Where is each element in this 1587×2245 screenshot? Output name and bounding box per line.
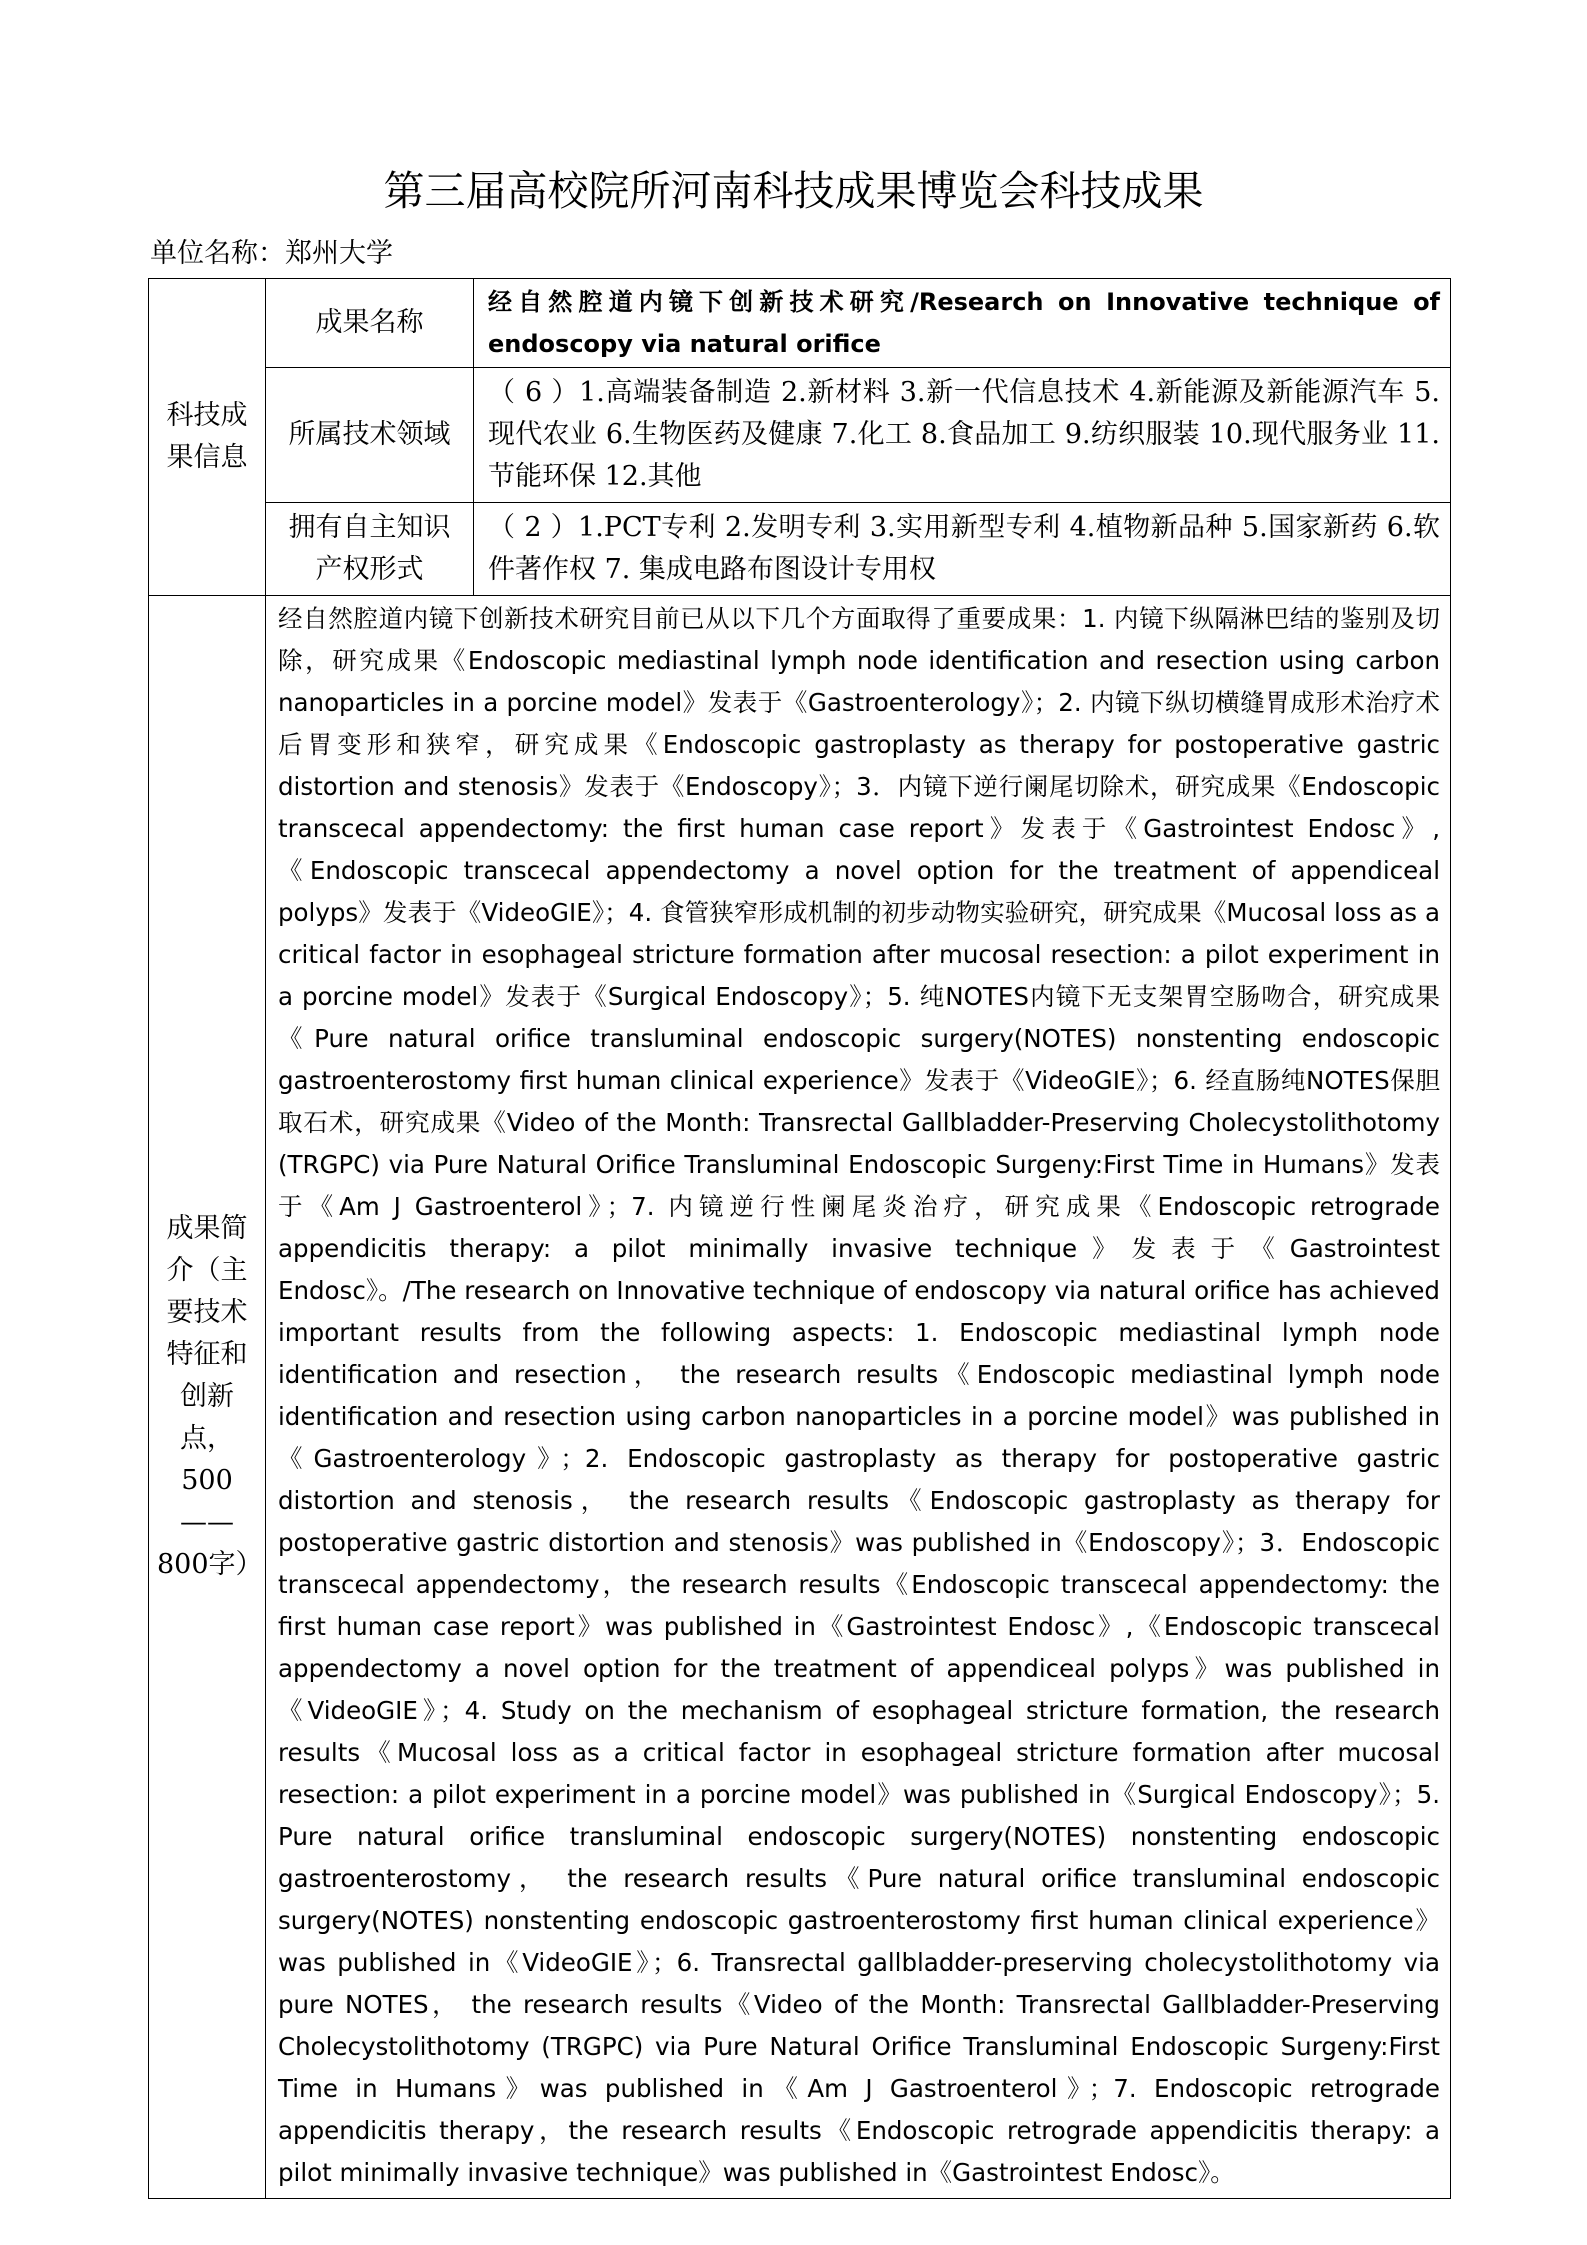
tech-field-value: （ 6 ）1.高端装备制造 2.新材料 3.新一代信息技术 4.新能源及新能源汽车 5.现代农业 6.生物医药及健康 7.化工 8.食品加工 9.纺织服装 10.现代服务业 11.节能环保 12.其他 xyxy=(488,377,1440,492)
achievement-form-table xyxy=(148,278,1451,2199)
abstract-cell xyxy=(266,596,1451,2199)
abstract-label-text: 成果简介（主要技术特征和创新点，500——800字） xyxy=(157,1213,263,1580)
ip-form-label-text: 拥有自主知识产权形式 xyxy=(288,512,451,585)
abstract-text: 经自然腔道内镜下创新技术研究目前已从以下几个方面取得了重要成果：1. 内镜下纵隔淋巴结的鉴别及切除，研究成果《Endoscopic mediastinal lymph node identification and resection using carbon nanoparticles in a porcine model》发表于《Gastroenterology》；2. 内镜下纵切横缝胃成形术治疗术后胃变形和狭窄，研究成果《Endoscopic gastroplasty as therapy for postoperative gastric distortion and stenosis》发表于《Endoscopy》；3．内镜下逆行阑尾切除术，研究成果《Endoscopic transcecal appendectomy: the first human case report》发表于《Gastrointest Endosc》,《Endoscopic transcecal appendectomy a novel option for the treatment of appendiceal polyps》发表于《VideoGIE》；4. 食管狭窄形成机制的初步动物实验研究，研究成果《Mucosal loss as a critical factor in esophageal stricture formation after mucosal resection: a pilot experiment in a porcine model》发表于《Surgical Endoscopy》；5. 纯NOTES内镜下无支架胃空肠吻合，研究成果《Pure natural orifice transluminal endoscopic surgery(NOTES) nonstenting endoscopic gastroenterostomy first human clinical experience》发表于《VideoGIE》；6. 经直肠纯NOTES保胆取石术，研究成果《Video of the Month: Transrectal Gallbladder-Preserving Cholecystolithotomy (TRGPC) via Pure Natural Orifice Transluminal Endoscopic Surgeny:First Time in Humans》发表于《Am J Gastroenterol》；7. 内镜逆行性阑尾炎治疗，研究成果《Endoscopic retrograde appendicitis therapy: a pilot minimally invasive technique》发表于《Gastrointest Endosc》。/The research on Innovative technique of endoscopy via natural orifice has achieved important results from the following aspects: 1. Endoscopic mediastinal lymph node identification and resection， the research results《Endoscopic mediastinal lymph node identification and resection using carbon nanoparticles in a porcine model》was published in《Gastroenterology》；2. Endoscopic gastroplasty as therapy for postoperative gastric distortion and stenosis， the research results《Endoscopic gastroplasty as therapy for postoperative gastric distortion and stenosis》was published in《Endoscopy》；3．Endoscopic transcecal appendectomy，the research results《Endoscopic transcecal appendectomy: the first human case report》was published in《Gastrointest Endosc》,《Endoscopic transcecal appendectomy a novel option for the treatment of appendiceal polyps》was published in《VideoGIE》；4. Study on the mechanism of esophageal stricture formation, the research results《Mucosal loss as a critical factor in esophageal stricture formation after mucosal resection: a pilot experiment in a porcine model》was published in《Surgical Endoscopy》；5. Pure natural orifice transluminal endoscopic surgery(NOTES) nonstenting endoscopic gastroenterostomy， the research results《Pure natural orifice transluminal endoscopic surgery(NOTES) nonstenting endoscopic gastroenterostomy first human clinical experience》was published in《VideoGIE》；6. Transrectal gallbladder-preserving cholecystolithotomy via pure NOTES， the research results《Video of the Month: Transrectal Gallbladder-Preserving Cholecystolithotomy (TRGPC) via Pure Natural Orifice Transluminal Endoscopic Surgeny:First Time in Humans》was published in《Am J Gastroenterol》；7. Endoscopic retrograde appendicitis therapy，the research results《Endoscopic retrograde appendicitis therapy: a pilot minimally invasive technique》was published in《Gastrointest Endosc》。 xyxy=(278,604,1440,2187)
achievement-name-label-text: 成果名称 xyxy=(315,307,424,338)
achievement-name-value: 经自然腔道内镜下创新技术研究/Research on Innovative technique of endoscopy via natural orifice xyxy=(488,288,1440,358)
tech-field-cell xyxy=(474,368,1451,503)
ip-form-cell xyxy=(474,503,1451,596)
achievement-name-label xyxy=(266,279,474,368)
unit-name-line: 单位名称：郑州大学 xyxy=(150,238,393,269)
tech-field-label xyxy=(266,368,474,503)
tech-info-section-label xyxy=(149,279,266,596)
ip-form-value: （ 2 ）1.PCT专利 2.发明专利 3.实用新型专利 4.植物新品种 5.国家新药 6.软件著作权 7. 集成电路布图设计专用权 xyxy=(488,512,1440,585)
ip-form-label xyxy=(266,503,474,596)
achievement-name-cell xyxy=(474,279,1451,368)
page-title: 第三届高校院所河南科技成果博览会科技成果 xyxy=(383,167,1204,215)
tech-field-label-text: 所属技术领域 xyxy=(288,419,451,450)
abstract-section-label xyxy=(149,596,266,2199)
tech-info-label-text: 科技成果信息 xyxy=(166,400,248,473)
